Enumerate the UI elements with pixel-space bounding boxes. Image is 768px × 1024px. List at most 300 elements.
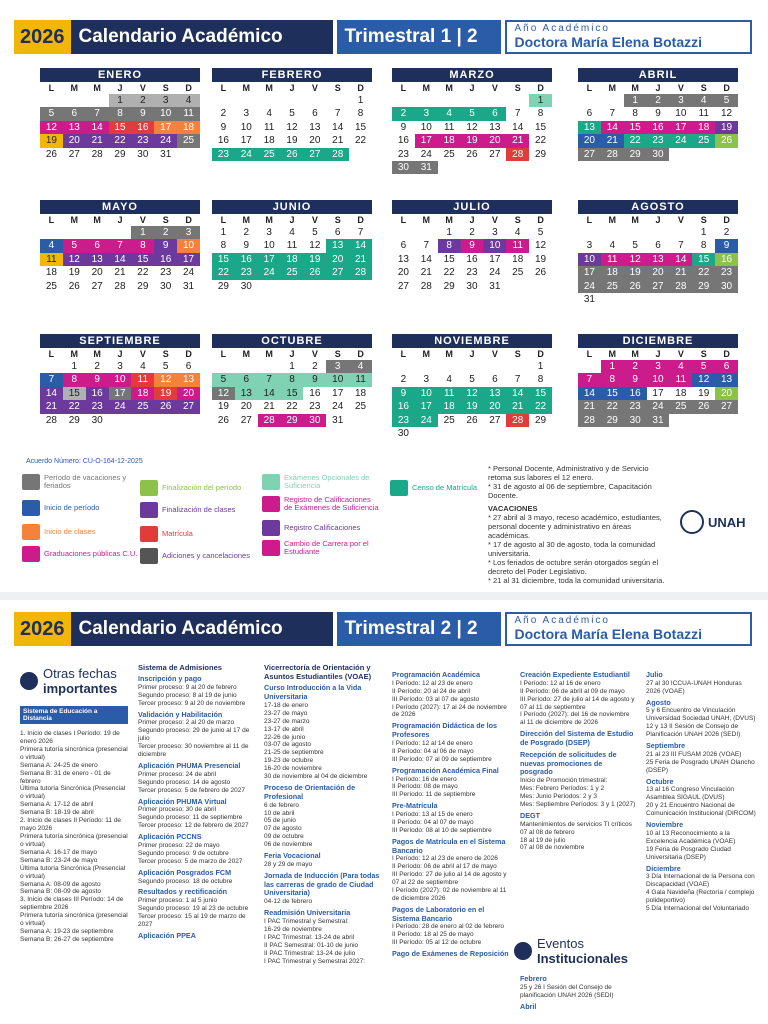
- day-cell: 27: [240, 414, 252, 426]
- day-cell: 18: [355, 387, 367, 399]
- day-cell: 23: [466, 267, 478, 279]
- day-cell: 17: [415, 400, 438, 413]
- weekday-label: L: [400, 349, 407, 359]
- list-item: Proceso de Orientación de Profesional: [264, 783, 356, 801]
- empty-cell: [326, 94, 349, 107]
- list-item: Segundo proceso: 19 al 23 de octubre: [138, 905, 249, 913]
- day-cell: 28: [258, 414, 281, 427]
- academic-year-name: Doctora María Elena Botazzi: [514, 625, 702, 642]
- list-item: I Período: 28 de enero al 02 de febrero: [392, 923, 505, 931]
- column-title: Creación Expediente Estudiantil: [520, 670, 630, 679]
- month-name: AGOSTO: [578, 200, 738, 214]
- list-item: Semana B: 18-19 de abril: [20, 809, 94, 817]
- empty-cell: [392, 94, 415, 107]
- day-cell: 22: [137, 267, 149, 279]
- day-cell: 19: [303, 253, 326, 266]
- day-cell: 29: [624, 148, 647, 161]
- day-cell: 12: [721, 108, 733, 120]
- day-cell: 29: [443, 280, 455, 292]
- day-cell: 27: [326, 266, 349, 279]
- day-cell: 28: [420, 280, 432, 292]
- day-cell: 17: [669, 121, 692, 134]
- list-item: Octubre: [646, 776, 674, 786]
- legend-label: Matrícula: [162, 529, 193, 539]
- list-item: Jornada de Inducción (Para todas las carreras de grado de Ciudad Universitaria): [264, 870, 380, 898]
- day-cell: 4: [349, 360, 372, 373]
- day-cell: 2: [647, 94, 670, 107]
- day-cell: 4: [514, 227, 521, 238]
- list-item: Mes: Septiembre Períodos: 3 y 1 (2027): [520, 800, 636, 808]
- admisiones-column: [138, 660, 256, 941]
- day-cell: 16: [624, 387, 647, 400]
- list-item: Septiembre: [646, 741, 686, 751]
- weekday-label: V: [491, 215, 498, 225]
- legend-item: [140, 548, 258, 564]
- day-cell: 2: [469, 227, 475, 238]
- list-item: III Período: 08 al 10 de septiembre: [392, 826, 492, 834]
- day-cell: 26: [692, 400, 715, 413]
- day-cell: 22: [286, 401, 298, 413]
- list-item: III Período: 27 de julio al 14 de agosto y 07 al 22 de septiembre: [392, 871, 507, 887]
- day-cell: 22: [601, 400, 624, 413]
- list-item: Agosto: [646, 697, 671, 707]
- list-item: Resultados y rectificación: [138, 887, 228, 897]
- day-cell: 4: [40, 239, 63, 252]
- empty-cell: [258, 94, 281, 107]
- day-cell: 14: [506, 387, 529, 400]
- day-cell: 3: [647, 360, 670, 373]
- weekday-label: M: [631, 215, 639, 225]
- weekday-label: J: [469, 83, 475, 93]
- legend-item: [22, 500, 140, 516]
- weekday-label: M: [265, 349, 273, 359]
- day-cell: 21: [669, 266, 692, 279]
- day-cell: 16: [397, 135, 409, 147]
- day-cell: 7: [109, 239, 132, 252]
- day-cell: 25: [443, 148, 455, 160]
- month-enero: [40, 68, 200, 161]
- day-cell: 9: [154, 239, 177, 252]
- list-item: Curso Introducción a la Vida Universitaria: [264, 683, 362, 702]
- day-cell: 14: [601, 121, 624, 134]
- day-cell: 18: [512, 253, 524, 265]
- notes: [488, 464, 668, 585]
- day-cell: 1: [446, 227, 452, 238]
- day-cell: 7: [423, 240, 430, 252]
- day-cell: 25: [131, 400, 154, 413]
- day-cell: 24: [489, 267, 501, 279]
- list-item: Programación Didáctica de los Profesores: [392, 721, 498, 740]
- day-cell: 7: [40, 373, 63, 386]
- day-cell: 20: [483, 400, 506, 413]
- weekday-label: L: [586, 83, 593, 93]
- month-name: ENERO: [40, 68, 200, 82]
- month-junio: [212, 200, 372, 293]
- month-febrero: [212, 68, 372, 161]
- weekday-label: D: [537, 349, 544, 359]
- list-item: I Período (2027): 02 de noviembre al 11 de diciembre 2026: [392, 887, 507, 902]
- list-item: Julio: [646, 670, 663, 679]
- day-cell: 18: [263, 135, 275, 147]
- day-cell: 10: [420, 121, 432, 133]
- day-cell: 31: [160, 148, 172, 160]
- month-agosto: [578, 200, 738, 306]
- list-item: Mantenimientos de servicios TI críticos: [520, 820, 632, 828]
- empty-cell: [281, 94, 304, 107]
- day-cell: 16: [235, 253, 258, 266]
- programacion-column: [392, 668, 510, 959]
- day-cell: 18: [438, 134, 461, 147]
- weekday-label: M: [93, 349, 101, 359]
- weekday-label: L: [48, 215, 55, 225]
- day-cell: 26: [715, 134, 738, 147]
- day-cell: 27: [397, 280, 409, 292]
- day-cell: 14: [109, 253, 132, 266]
- day-cell: 30: [91, 414, 103, 426]
- day-cell: 4: [289, 227, 295, 238]
- list-item: Segundo proceso: 8 al 19 de junio: [138, 691, 237, 699]
- list-item: I Período: 12 al 16 de enero: [520, 679, 601, 687]
- day-cell: 6: [483, 107, 506, 120]
- day-cell: 27: [68, 148, 80, 160]
- weekday-label: J: [289, 349, 295, 359]
- weekday-label: M: [631, 83, 639, 93]
- day-cell: 12: [154, 373, 177, 386]
- day-cell: 1: [71, 361, 78, 372]
- day-cell: 28: [669, 280, 692, 293]
- weekday-label: J: [469, 349, 475, 359]
- list-item: 07 de agosto: [264, 825, 302, 833]
- day-cell: 6: [185, 361, 192, 372]
- list-item: III Período: 11 de septiembre: [392, 791, 476, 799]
- day-cell: 10: [415, 387, 438, 400]
- switch-icon: [262, 540, 280, 556]
- list-item: Segundo proceso: 29 de junio al 17 de julio: [138, 727, 250, 743]
- day-cell: 30: [397, 427, 409, 439]
- day-cell: 13: [489, 121, 501, 133]
- day-cell: 15: [63, 387, 86, 400]
- day-cell: 17: [240, 135, 252, 147]
- weekday-label: S: [700, 215, 707, 225]
- month-marzo: [392, 68, 552, 174]
- day-cell: 10: [647, 373, 670, 386]
- flag-icon: [22, 500, 40, 516]
- empty-cell: [669, 226, 692, 239]
- empty-cell: [109, 226, 132, 239]
- empty-cell: [235, 360, 258, 373]
- day-cell: 22: [535, 135, 547, 147]
- list-item: Recepción de solicitudes de nuevas promociones de posgrado: [520, 749, 617, 777]
- day-cell: 2: [243, 227, 250, 238]
- day-cell: 10: [263, 240, 275, 252]
- day-cell: 15: [624, 121, 647, 134]
- day-cell: 19: [40, 134, 63, 147]
- weekday-label: V: [311, 349, 318, 359]
- weekday-label: J: [289, 215, 295, 225]
- weekday-label: J: [117, 83, 123, 93]
- list-item: Primera tutoría sincrónica (presencial o virtual): [20, 912, 128, 928]
- day-cell: 15: [692, 253, 715, 266]
- empty-cell: [483, 94, 506, 107]
- day-cell: 1: [131, 226, 154, 239]
- day-cell: 18: [131, 387, 154, 400]
- day-cell: 16: [217, 135, 229, 147]
- list-item: Pago de Exámenes de Reposición: [392, 949, 509, 959]
- day-cell: 14: [512, 121, 524, 133]
- day-cell: 8: [601, 373, 624, 386]
- empty-cell: [415, 360, 438, 373]
- day-cell: 30: [466, 280, 478, 292]
- list-item: II Período: 20 al 24 de abril: [392, 687, 471, 695]
- header-year: 2026: [14, 20, 71, 54]
- weekday-label: L: [220, 349, 227, 359]
- day-cell: 5: [461, 107, 484, 120]
- day-cell: 27: [489, 148, 501, 160]
- list-item: 3 Día Internacional de la Persona con Discapacidad (VOAE): [646, 873, 755, 889]
- day-cell: 11: [177, 107, 200, 120]
- list-item: 25 Feria de Posgrado UNAH Olancho (DSEP): [646, 758, 755, 774]
- list-item: II PAC Trimestral: 13-24 de julio: [264, 949, 356, 957]
- day-cell: 24: [647, 400, 670, 413]
- day-cell: 28: [506, 148, 529, 161]
- list-item: Validación y Habilitación: [138, 709, 223, 719]
- academic-year-label: Año Académico: [514, 615, 610, 626]
- day-cell: 30: [303, 414, 326, 427]
- day-cell: 10: [154, 107, 177, 120]
- weekday-label: S: [700, 349, 707, 359]
- day-cell: 9: [86, 373, 109, 386]
- day-cell: 12: [212, 387, 235, 400]
- day-cell: 18: [281, 253, 304, 266]
- day-cell: 11: [40, 253, 63, 266]
- day-cell: 14: [578, 387, 601, 400]
- list-item: III Período: 27 de julio al 14 de agosto y 07 al 11 de septiembre: [520, 695, 635, 711]
- list-item: Segundo proceso: 9 de octubre: [138, 849, 229, 857]
- month-abril: [578, 68, 738, 161]
- weekday-label: M: [265, 215, 273, 225]
- day-cell: 5: [469, 374, 475, 386]
- weekday-label: V: [677, 349, 684, 359]
- weekday-label: D: [537, 215, 544, 225]
- day-cell: 9: [131, 107, 154, 120]
- day-cell: 24: [578, 280, 601, 293]
- day-cell: 10: [177, 239, 200, 252]
- day-cell: 9: [392, 387, 415, 400]
- day-cell: 20: [177, 387, 200, 400]
- weekday-label: M: [608, 83, 617, 93]
- note: * 27 abril al 3 mayo, receso académico, estudiantes, personal docente y administrativo en áreas académicas.: [488, 513, 662, 540]
- month-octubre: [212, 334, 372, 427]
- day-cell: 8: [438, 239, 461, 252]
- month-mayo: [40, 200, 200, 293]
- day-cell: 13: [578, 121, 601, 134]
- day-cell: 14: [349, 239, 372, 252]
- empty-cell: [212, 94, 235, 107]
- weekday-label: D: [723, 215, 730, 225]
- list-item: Tercer proceso: 30 noviembre al 11 de diciembre: [138, 743, 249, 759]
- empty-cell: [506, 94, 529, 107]
- weekday-label: L: [400, 215, 407, 225]
- list-item: Primer proceso: 1 al 5 junio: [138, 897, 218, 905]
- list-item: Readmisión Universitaria: [264, 908, 351, 918]
- day-cell: 2: [392, 107, 415, 120]
- list-item: 09 de octubre: [264, 833, 304, 841]
- list-item: Primer proceso: 2 al 20 de marzo: [138, 719, 235, 727]
- day-cell: 28: [349, 266, 372, 279]
- list-item: 05 de junio: [264, 817, 296, 825]
- list-item: 06 de noviembre: [264, 841, 313, 849]
- day-cell: 22: [355, 135, 367, 147]
- day-cell: 7: [678, 240, 684, 252]
- legend-label: Registro de Calificaciones de Exámenes de Suficiencia: [284, 495, 379, 512]
- list-item: Segundo proceso: 14 de agosto: [138, 778, 231, 786]
- note: * 21 al 31 diciembre, toda la comunidad universitaria.: [488, 576, 665, 585]
- weekday-label: M: [265, 83, 273, 93]
- day-cell: 21: [349, 253, 372, 266]
- legend-label: Registro Calificaciones: [284, 523, 361, 533]
- weekday-label: M: [445, 83, 453, 93]
- weekday-label: M: [242, 349, 251, 359]
- day-cell: 26: [466, 148, 478, 160]
- document-icon: [262, 474, 280, 490]
- day-cell: 12: [286, 121, 298, 133]
- weekday-label: M: [70, 215, 79, 225]
- day-cell: 20: [483, 134, 506, 147]
- day-cell: 22: [63, 400, 86, 413]
- day-cell: 1: [601, 360, 624, 373]
- day-cell: 19: [68, 267, 80, 279]
- day-cell: 26: [624, 280, 647, 293]
- day-cell: 8: [109, 107, 132, 120]
- list-item: 25 y 26 I Sesión del Consejo de planificación UNAH 2026 (SEDI): [520, 983, 614, 999]
- day-cell: 18: [45, 267, 57, 279]
- day-cell: 20: [326, 253, 349, 266]
- day-cell: 8: [632, 108, 638, 120]
- day-cell: 23: [235, 266, 258, 279]
- list-item: Segundo proceso: 18 de octubre: [138, 877, 233, 885]
- day-cell: 5: [692, 360, 715, 373]
- weekday-label: M: [93, 83, 101, 93]
- month-name: MAYO: [40, 200, 200, 214]
- weekday-label: M: [242, 83, 251, 93]
- day-cell: 7: [258, 373, 281, 386]
- list-item: Semana A: 19-23 de septiembre: [20, 928, 114, 936]
- list-item: 28 y 29 de mayo: [264, 860, 313, 868]
- weekday-label: V: [311, 83, 318, 93]
- day-cell: 22: [624, 134, 647, 147]
- day-cell: 30: [160, 280, 172, 292]
- list-item: II PAC Semestral: 01-10 de junio: [264, 941, 359, 949]
- day-cell: 23: [131, 134, 154, 147]
- day-cell: 12: [624, 253, 647, 266]
- day-cell: 1: [357, 95, 364, 106]
- day-cell: 6: [86, 239, 109, 252]
- day-cell: 26: [466, 414, 478, 426]
- day-cell: 28: [601, 148, 624, 161]
- day-cell: 30: [624, 414, 647, 427]
- day-cell: 4: [266, 108, 272, 120]
- acuerdo-number: Acuerdo Número: CU-O-164-12-2025: [26, 458, 143, 465]
- list-item: Noviembre: [646, 820, 684, 830]
- weekday-label: M: [608, 215, 617, 225]
- list-item: 21-25 de septiembre: [264, 749, 324, 757]
- day-cell: 5: [537, 227, 544, 238]
- day-cell: 5: [289, 108, 295, 120]
- list-item: Inscripción y pago: [138, 674, 202, 684]
- day-cell: 21: [114, 267, 126, 279]
- day-cell: 16: [309, 387, 321, 399]
- day-cell: 4: [669, 360, 692, 373]
- day-cell: 17: [154, 121, 177, 134]
- day-cell: 25: [281, 266, 304, 279]
- day-cell: 3: [415, 107, 438, 120]
- day-cell: 16: [466, 253, 478, 265]
- day-cell: 29: [137, 280, 149, 292]
- list-item: Aplicación PHUMA Presencial: [138, 761, 241, 771]
- day-cell: 27: [578, 148, 601, 161]
- list-item: Semana B: 31 de enero - 01 de febrero: [20, 769, 111, 785]
- column-title: Vicerrectoría de Orientación y Asuntos Estudiantiles (VOAE): [264, 663, 372, 682]
- list-item: Última tutoría Sincrónica (Presencial o virtual): [20, 864, 126, 880]
- empty-cell: [578, 226, 601, 239]
- list-item: Tercer proceso: 5 de marzo de 2027: [138, 857, 243, 865]
- day-cell: 11: [349, 373, 372, 386]
- day-cell: 3: [492, 227, 498, 238]
- day-cell: 2: [131, 94, 154, 107]
- day-cell: 11: [601, 253, 624, 266]
- weekday-label: V: [311, 215, 318, 225]
- day-cell: 24: [183, 267, 195, 279]
- list-item: 6 de febrero: [264, 801, 300, 809]
- day-cell: 23: [392, 414, 415, 427]
- day-cell: 22: [529, 400, 552, 413]
- day-cell: 14: [420, 253, 432, 265]
- day-cell: 10: [326, 373, 349, 386]
- list-item: III Período: 03 al 07 de agosto: [392, 695, 480, 703]
- list-item: I Período: 12 al 23 de enero: [392, 679, 473, 687]
- list-item: III Período: 07 al 09 de septiembre: [392, 755, 492, 763]
- note: * Personal Docente, Administrativo y de Servicio retoma sus labores el 12 enero.: [488, 464, 649, 482]
- pencil-icon: [140, 502, 158, 518]
- weekday-label: M: [608, 349, 617, 359]
- day-cell: 25: [692, 134, 715, 147]
- day-cell: 1: [624, 94, 647, 107]
- list-item: I Período: 12 al 14 de enero: [392, 739, 473, 747]
- day-cell: 23: [647, 134, 670, 147]
- graduation-cap-icon: [22, 546, 40, 562]
- empty-cell: [438, 94, 461, 107]
- weekday-label: M: [422, 349, 431, 359]
- day-cell: 6: [715, 360, 738, 373]
- weekday-label: L: [220, 83, 227, 93]
- day-cell: 21: [40, 400, 63, 413]
- people-icon: [390, 480, 408, 496]
- voae-column: [264, 660, 384, 965]
- day-cell: 25: [512, 267, 524, 279]
- day-cell: 23: [86, 400, 109, 413]
- day-cell: 28: [91, 148, 103, 160]
- list-item: I PAC Trimestral y Semestral:: [264, 917, 349, 925]
- day-cell: 13: [63, 121, 86, 134]
- day-cell: 2: [624, 360, 647, 373]
- day-cell: 4: [446, 374, 452, 386]
- list-item: 19-23 de octubre: [264, 757, 314, 765]
- eventos-institucionales: [514, 936, 628, 966]
- day-cell: 9: [303, 373, 326, 386]
- legend-label: Graduaciones públicas C.U.: [44, 549, 138, 559]
- day-cell: 12: [309, 240, 321, 252]
- day-cell: 5: [312, 227, 318, 238]
